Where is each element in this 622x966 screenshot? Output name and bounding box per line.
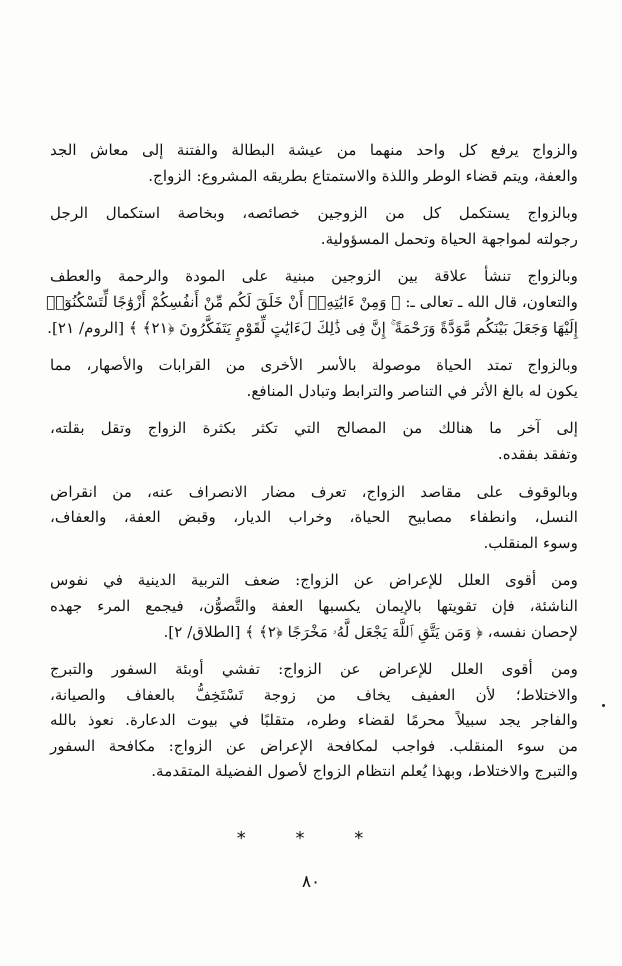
text-line: وسوء المنقلب.: [483, 533, 578, 552]
text-line: والعفة، ويتم قضاء الوطر واللذة والاستمتاع بطريقه المشروع: الزواج.: [148, 166, 578, 185]
section-separator: * * *: [236, 828, 386, 849]
text-line: والاختلاط؛ لأن العفيف يخاف من زوجة تَسْتَخِفُّ بالعفاف والصيانة،: [50, 685, 578, 704]
text-line: ومن أقوى العلل للإعراض عن الزواج: تفشي أوبئة السفور والتبرج: [50, 660, 578, 679]
text-line: ومن أقوى العلل للإعراض عن الزواج: ضعف التربية الدينية في نفوس: [50, 571, 578, 590]
paragraph-4: [50, 353, 578, 404]
text-line: رجولته لمواجهة الحياة وتحمل المسؤولية.: [320, 229, 578, 248]
paragraph-5: [50, 416, 578, 467]
text-line: والتعاون، قال الله ـ تعالى ـ: ﴿ وَمِنْ ءَايَٰتِهِۦٓ أَنْ خَلَقَ لَكُم مِّنْ أَنفُسِكُمْ أَزْوَٰجًا لِّتَسْكُنُوٓا۟: [46, 292, 578, 311]
text-line: وبالزواج يستكمل كل من الزوجين خصائصه، وبخاصة استكمال الرجل: [50, 204, 578, 223]
paragraph-8: [50, 657, 578, 785]
text-line: والزواج يرفع كل واحد منهما من عيشة البطالة والفتنة إلى معاش الجد: [50, 141, 578, 159]
paragraph-6: [50, 480, 578, 557]
paragraph-2: [50, 201, 578, 252]
text-line: يكون له بالغ الأثر في التناصر والترابط وتبادل المنافع.: [246, 381, 578, 400]
text-line: إلى آخر ما هنالك من المصالح التي تكثر بكثرة الزواج وتقل بقلته،: [50, 419, 578, 438]
paragraph-1: [50, 138, 578, 189]
paragraph-7: [50, 568, 578, 645]
paragraph-3: [46, 264, 578, 341]
text-line: وبالزواج تمتد الحياة موصولة بالأسر الأخرى من القرابات والأصهار، مما: [50, 356, 578, 375]
text-line: والفاجر يجد سبيلاً محرمًا لقضاء وطره، متقلبًا في بيوت الدعارة. نعوذ بالله: [50, 711, 578, 730]
text-line: من سوء المنقلب. فواجب لمكافحة الإعراض عن الزواج: مكافحة السفور: [50, 736, 578, 755]
page-number: ٨٠: [301, 872, 321, 892]
text-line: وتفقد بفقده.: [497, 444, 578, 463]
text-line: النسل، وانطفاء مصابيح الحياة، وخراب الديار، وقبض العفة، والعفاف،: [50, 508, 578, 527]
text-line: وبالزواج تنشأ علاقة بين الزوجين مبنية على المودة والرحمة والعطف: [50, 267, 578, 286]
text-line: والتبرج والاختلاط، وبهذا يُعلم انتظام الزواج لأصول الفضيلة المتقدمة.: [151, 762, 578, 781]
text-line: الناشئة، فإن تقويتها بالإيمان يكسبها العفة والتَّصوُّن، فيجمع المرء جهده: [50, 596, 578, 615]
text-line: إِلَيْهَا وَجَعَلَ بَيْنَكُم مَّوَدَّةً وَرَحْمَةً ۚ إِنَّ فِى ذَٰلِكَ لَءَايَٰتٍ لِّقَوْمٍ يَتَفَكَّرُونَ ﴿٢١﴾ ﴾ [الروم/ ٢١].: [47, 318, 578, 337]
text-line: وبالوقوف على مقاصد الزواج، تعرف مضار الانصراف عنه، من انقراض: [50, 482, 578, 501]
text-line: لإحصان نفسه، ﴿ وَمَن يَتَّقِ ٱللَّهَ يَجْعَل لَّهُۥ مَخْرَجًا ﴿٢﴾ ﴾ [الطلاق/ ٢].: [163, 622, 578, 641]
margin-mark: [602, 704, 605, 707]
body-text: [46, 138, 578, 797]
